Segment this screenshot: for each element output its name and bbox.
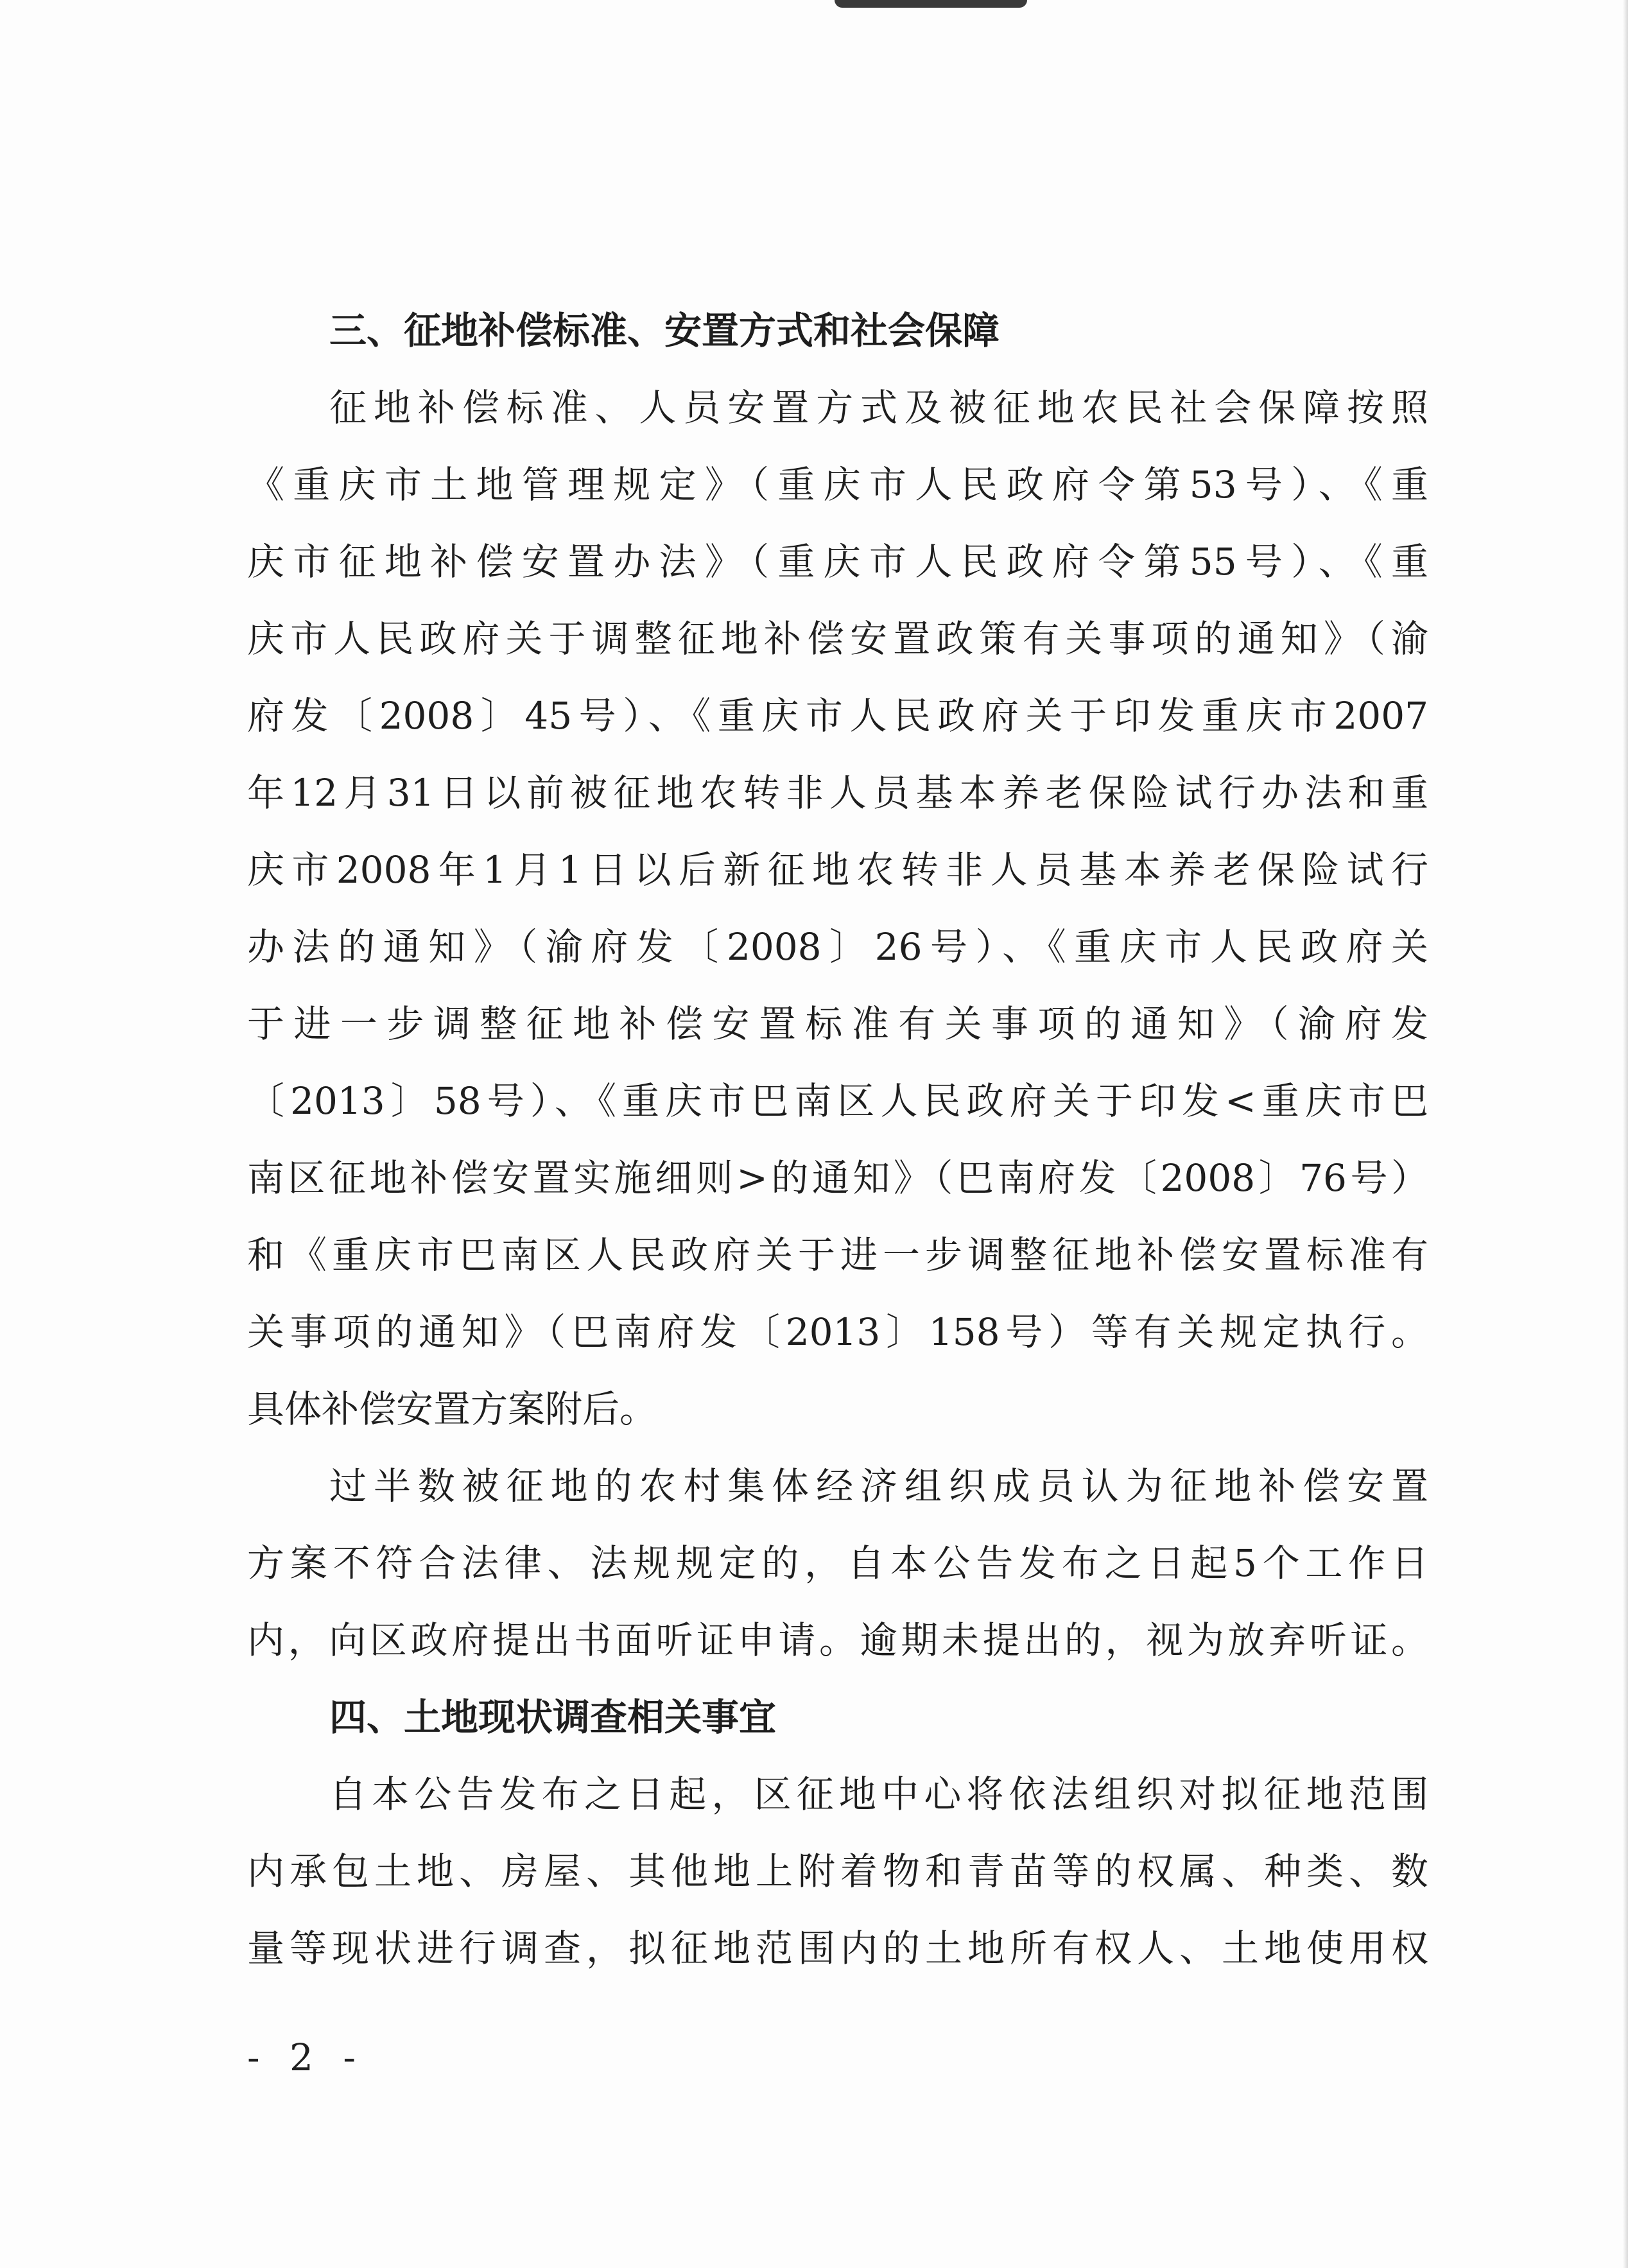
paragraph-line: 内，向区政府提出书面听证申请。逾期未提出的，视为放弃听证。	[247, 1618, 1428, 1662]
paragraph-line: 内承包土地、房屋、其他地上附着物和青苗等的权属、种类、数	[247, 1849, 1428, 1893]
paragraph-line: 量等现状进行调查，拟征地范围内的土地所有权人、土地使用权	[247, 1926, 1428, 1970]
paragraph-line: 过半数被征地的农村集体经济组织成员认为征地补偿安置	[329, 1464, 1428, 1508]
paragraph-line: 和《重庆市巴南区人民政府关于进一步调整征地补偿安置标准有	[247, 1233, 1428, 1277]
paragraph-line: 自本公告发布之日起，区征地中心将依法组织对拟征地范围	[329, 1772, 1428, 1816]
paragraph-line: 〔2013〕58号）、《重庆市巴南区人民政府关于印发<重庆市巴	[247, 1079, 1428, 1123]
paragraph-line: 庆市2008年1月1日以后新征地农转非人员基本养老保险试行	[247, 848, 1428, 892]
page-edge-shadow	[1623, 0, 1628, 2268]
page-number: - 2 -	[247, 2036, 365, 2079]
paragraph-line: 庆市人民政府关于调整征地补偿安置政策有关事项的通知》（渝	[247, 617, 1428, 661]
section-3-heading: 三、征地补偿标准、安置方式和社会保障	[329, 309, 1000, 352]
scan-artifact-top	[835, 0, 1027, 8]
paragraph-line: 庆市征地补偿安置办法》（重庆市人民政府令第55号）、《重	[247, 540, 1428, 584]
paragraph-line: 办法的通知》（渝府发〔2008〕26号）、《重庆市人民政府关	[247, 925, 1428, 969]
paragraph-line: 关事项的通知》（巴南府发〔2013〕158号）等有关规定执行。	[247, 1310, 1428, 1354]
paragraph-line: 南区征地补偿安置实施细则>的通知》（巴南府发〔2008〕76号）	[247, 1156, 1428, 1200]
paragraph-line: 方案不符合法律、法规规定的，自本公告发布之日起5个工作日	[247, 1541, 1428, 1585]
paragraph-line: 具体补偿安置方案附后。	[247, 1387, 657, 1431]
section-4-heading: 四、土地现状调查相关事宜	[329, 1695, 777, 1739]
paragraph-line: 年12月31日以前被征地农转非人员基本养老保险试行办法和重	[247, 771, 1428, 815]
paragraph-line: 征地补偿标准、人员安置方式及被征地农民社会保障按照	[329, 386, 1428, 429]
paragraph-line: 《重庆市土地管理规定》（重庆市人民政府令第53号）、《重	[247, 463, 1428, 506]
paragraph-line: 府发〔2008〕45号）、《重庆市人民政府关于印发重庆市2007	[247, 694, 1429, 738]
paragraph-line: 于进一步调整征地补偿安置标准有关事项的通知》（渝府发	[247, 1002, 1428, 1046]
